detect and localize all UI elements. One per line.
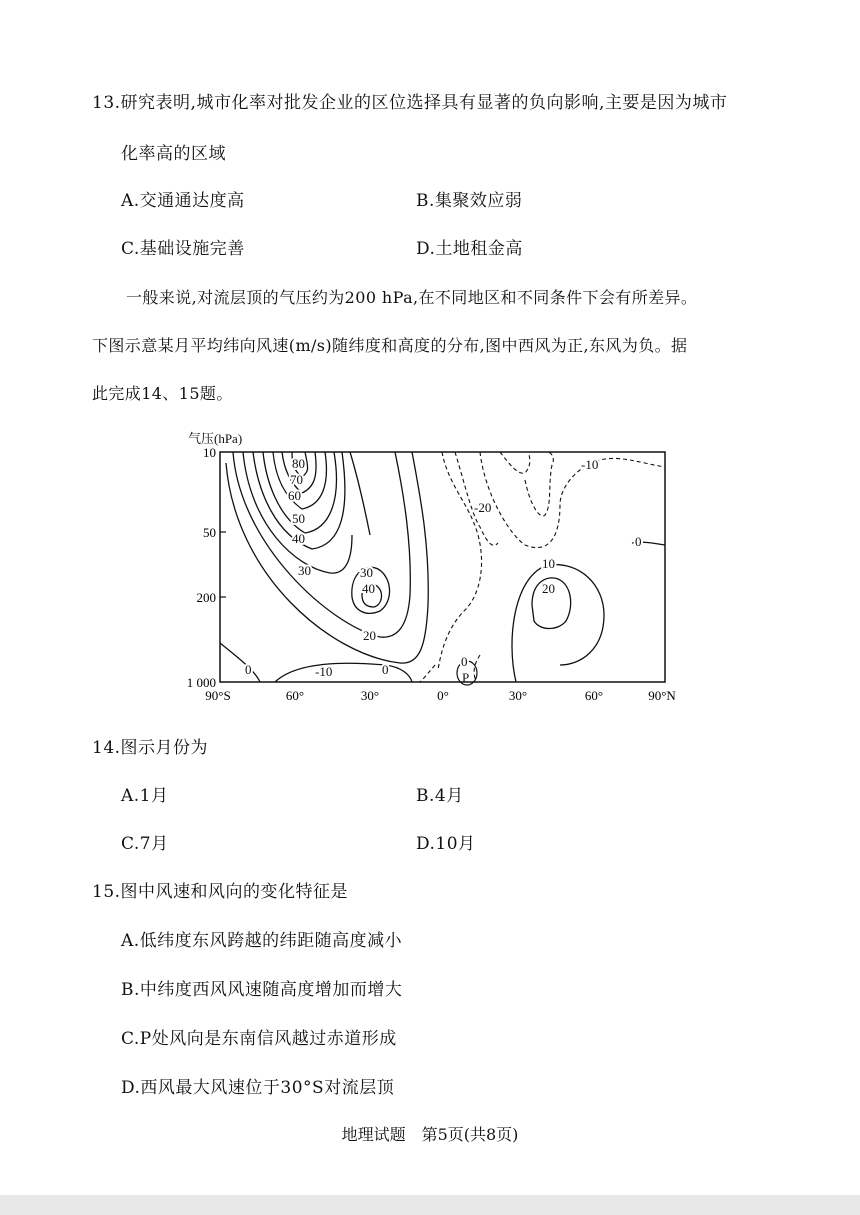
q14-option-d: D.10月	[416, 834, 476, 854]
label-0-south: 0	[245, 662, 252, 677]
intro-line3: 此完成14、15题。	[92, 384, 233, 403]
y-tick-10: 10	[203, 445, 216, 460]
q15-option-a: A.低纬度东风跨越的纬距随高度减小	[121, 931, 403, 951]
wind-contour-figure	[180, 425, 700, 710]
q15-option-c: C.P处风向是东南信风越过赤道形成	[121, 1029, 397, 1049]
y-ticks	[220, 532, 226, 597]
x-tick-60n: 60°	[584, 688, 604, 703]
q13-option-c: C.基础设施完善	[121, 239, 245, 259]
label-core-40: 40	[362, 581, 375, 596]
label-60: 60	[288, 488, 301, 503]
x-tick-30n: 30°	[508, 688, 528, 703]
x-tick-90s: 90°S	[205, 688, 231, 703]
label-minus20-north: -20	[474, 500, 492, 515]
q13-option-b: B.集聚效应弱	[416, 191, 523, 211]
label-0-north: 0	[635, 534, 642, 549]
q13-stem-line1: 13.研究表明,城市化率对批发企业的区位选择具有显著的负向影响,主要是因为城市	[92, 93, 728, 113]
q13-stem-line2: 化率高的区域	[121, 144, 226, 164]
q13-option-a: A.交通通达度高	[121, 191, 245, 211]
intro-line1: 一般来说,对流层顶的气压约为200 hPa,在不同地区和不同条件下会有所差异。	[126, 288, 698, 307]
label-30: 30	[298, 563, 311, 578]
label-0-equator: 0	[382, 662, 389, 677]
x-tick-30s: 30°	[360, 688, 380, 703]
q14-option-a: A.1月	[121, 786, 169, 806]
q14-option-b: B.4月	[416, 786, 464, 806]
scan-bottom-strip	[0, 1195, 860, 1215]
q15-option-d: D.西风最大风速位于30°S对流层顶	[121, 1078, 395, 1098]
label-20-north: 20	[542, 581, 555, 596]
intro-line2: 下图示意某月平均纬向风速(m/s)随纬度和高度的分布,图中西风为正,东风为负。据	[92, 336, 688, 355]
x-tick-90n: 90°N	[648, 688, 676, 703]
label-minus10-south: -10	[315, 664, 333, 679]
q13-option-d: D.土地租金高	[416, 239, 523, 259]
x-tick-60s: 60°	[285, 688, 305, 703]
q14-stem: 14.图示月份为	[92, 738, 209, 758]
x-tick-0: 0°	[437, 688, 449, 703]
label-10-north: 10	[542, 556, 555, 571]
q15-stem: 15.图中风速和风向的变化特征是	[92, 882, 349, 902]
y-tick-1000: 1 000	[186, 675, 216, 690]
label-80: 80	[292, 456, 305, 471]
label-50: 50	[292, 511, 305, 526]
plot-frame	[220, 452, 665, 682]
label-20: 20	[363, 628, 376, 643]
y-tick-200: 200	[196, 590, 216, 605]
page-footer: 地理试题 第5页(共8页)	[341, 1125, 519, 1144]
label-core-30: 30	[360, 565, 373, 580]
label-minus10-north: -10	[581, 457, 599, 472]
westerly-contours	[220, 452, 665, 682]
label-40: 40	[292, 531, 305, 546]
label-0-above-p: 0	[461, 654, 468, 669]
label-70: 70	[290, 472, 303, 487]
y-tick-50: 50	[203, 525, 216, 540]
q14-option-c: C.7月	[121, 834, 169, 854]
label-p: P	[462, 670, 470, 685]
y-axis-label: 气压(hPa)	[188, 431, 243, 446]
q15-option-b: B.中纬度西风风速随高度增加而增大	[121, 980, 403, 1000]
